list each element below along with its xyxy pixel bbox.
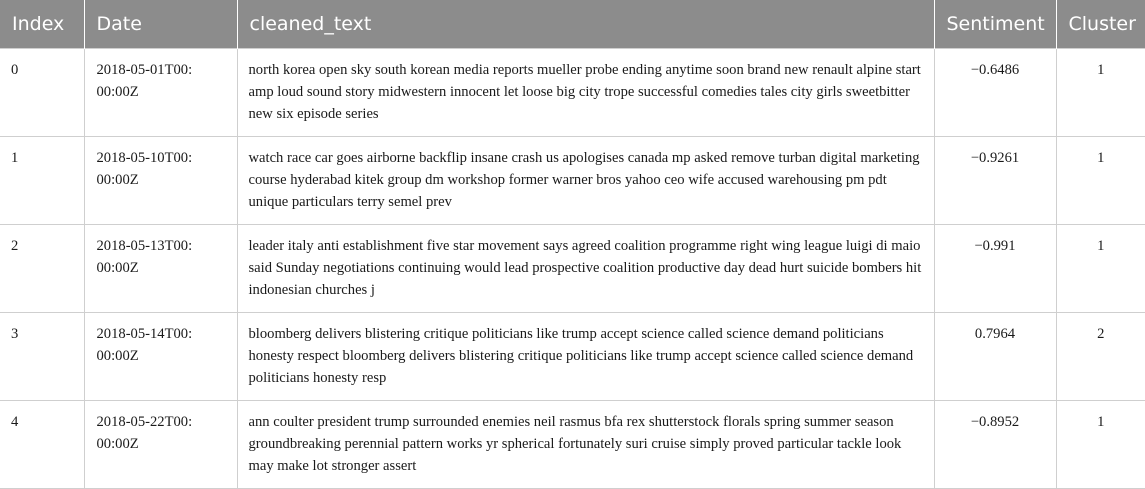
cell-cleaned-text: north korea open sky south korean media reports mueller probe ending anytime soon brand new renault alpine start amp loud sound story midwestern innocent let loose big city trope successful comedies tales city girls sweetbitter new six episode series bbox=[237, 49, 934, 137]
cell-cluster: 1 bbox=[1056, 401, 1145, 489]
cell-index: 3 bbox=[0, 313, 84, 401]
cell-sentiment: −0.6486 bbox=[934, 49, 1056, 137]
cell-sentiment: −0.8952 bbox=[934, 401, 1056, 489]
cell-cleaned-text: watch race car goes airborne backflip insane crash us apologises canada mp asked remove turban digital marketing course hyderabad kitek group dm workshop former warner bros yahoo ceo wife accused warehousing pm pdt unique particulars terry semel prev bbox=[237, 137, 934, 225]
cell-index: 4 bbox=[0, 401, 84, 489]
cell-sentiment: 0.7964 bbox=[934, 313, 1056, 401]
table-row bbox=[0, 313, 1145, 401]
cell-date: 2018-05-22T00: 00:00Z bbox=[84, 401, 237, 489]
cell-index: 0 bbox=[0, 49, 84, 137]
cell-cluster: 1 bbox=[1056, 137, 1145, 225]
table-row bbox=[0, 49, 1145, 137]
cell-cluster: 1 bbox=[1056, 49, 1145, 137]
cell-cleaned-text: leader italy anti establishment five star movement says agreed coalition programme right wing league luigi di maio said Sunday negotiations continuing would lead prospective coalition productive day dead hurt suicide bombers hit indonesian churches j bbox=[237, 225, 934, 313]
cell-date: 2018-05-14T00: 00:00Z bbox=[84, 313, 237, 401]
header-index: Index bbox=[0, 0, 84, 49]
header-sentiment: Sentiment bbox=[934, 0, 1056, 49]
cell-index: 1 bbox=[0, 137, 84, 225]
cell-cleaned-text: ann coulter president trump surrounded enemies neil rasmus bfa rex shutterstock florals spring summer season groundbreaking perennial pattern works yr spherical fortunately suri cruise simply proved particular tackle look may make lot stronger assert bbox=[237, 401, 934, 489]
cell-date: 2018-05-13T00: 00:00Z bbox=[84, 225, 237, 313]
table-row bbox=[0, 225, 1145, 313]
cell-cluster: 1 bbox=[1056, 225, 1145, 313]
header-cleaned-text: cleaned_text bbox=[237, 0, 934, 49]
table-row bbox=[0, 401, 1145, 489]
cell-date: 2018-05-10T00: 00:00Z bbox=[84, 137, 237, 225]
table-row bbox=[0, 137, 1145, 225]
cell-index: 2 bbox=[0, 225, 84, 313]
header-date: Date bbox=[84, 0, 237, 49]
cell-cleaned-text: bloomberg delivers blistering critique politicians like trump accept science called science demand politicians honesty respect bloomberg delivers blistering critique politicians like trump accept science called science demand politicians honesty resp bbox=[237, 313, 934, 401]
cell-sentiment: −0.991 bbox=[934, 225, 1056, 313]
cell-cluster: 2 bbox=[1056, 313, 1145, 401]
cell-date: 2018-05-01T00: 00:00Z bbox=[84, 49, 237, 137]
cell-sentiment: −0.9261 bbox=[934, 137, 1056, 225]
header-row bbox=[0, 0, 1145, 49]
header-cluster: Cluster bbox=[1056, 0, 1145, 49]
